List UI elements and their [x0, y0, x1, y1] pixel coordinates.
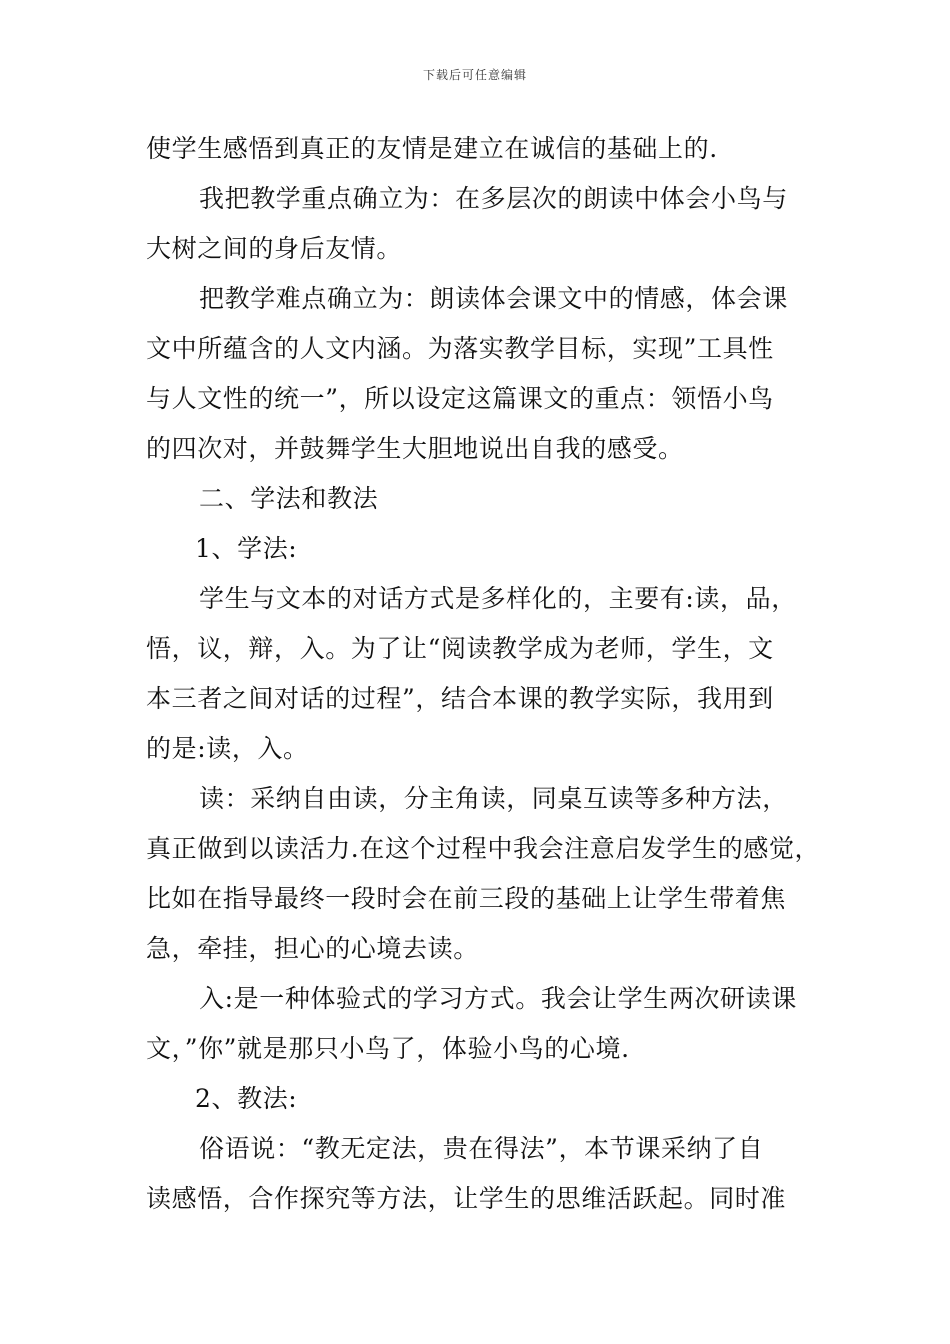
paragraph-line: 把教学难点确立为：朗读体会课文中的情感，体会课 — [199, 284, 788, 313]
paragraph-line: 的四次对，并鼓舞学生大胆地说出自我的感受。 — [146, 434, 684, 463]
paragraph-line: 俗语说：“教无定法，贵在得法”，本节课采纳了自 — [199, 1134, 764, 1163]
paragraph-line: 大树之间的身后友情。 — [146, 234, 403, 263]
page-header: 下载后可任意编辑 — [422, 68, 527, 82]
paragraph-line: 入:是一种体验式的学习方式。我会让学生两次研读课 — [199, 984, 797, 1013]
document-body — [146, 124, 821, 1224]
paragraph-line: 读感悟，合作探究等方法，让学生的思维活跃起。同时准 — [146, 1184, 787, 1213]
paragraph-line: 文中所蕴含的人文内涵。为落实教学目标，实现”工具性 — [146, 334, 774, 363]
paragraph-line: 文，”你”就是那只小鸟了，体验小鸟的心境. — [146, 1034, 630, 1063]
paragraph-line: 悟，议，辩，入。为了让“阅读教学成为老师，学生，文 — [146, 634, 774, 663]
paragraph-line: 使学生感悟到真正的友情是建立在诚信的基础上的. — [146, 134, 718, 163]
paragraph-line: 我把教学重点确立为：在多层次的朗读中体会小鸟与 — [199, 184, 788, 213]
paragraph-line: 急，牵挂，担心的心境去读。 — [146, 934, 479, 963]
paragraph-line: 学生与文本的对话方式是多样化的，主要有:读，品， — [199, 584, 797, 613]
paragraph-line: 读：采纳自由读，分主角读，同桌互读等多种方法， — [199, 784, 788, 813]
section-heading: 二、学法和教法 — [199, 484, 379, 513]
paragraph-line: 本三者之间对话的过程”，结合本课的教学实际，我用到 — [146, 684, 774, 713]
paragraph-line: 比如在指导最终一段时会在前三段的基础上让学生带着焦 — [146, 884, 787, 913]
paragraph-line: 与人文性的统一”，所以设定这篇课文的重点：领悟小鸟 — [146, 384, 774, 413]
subsection-heading: 2、教法: — [195, 1084, 298, 1113]
paragraph-line: 真正做到以读活力.在这个过程中我会注意启发学生的感觉， — [146, 834, 821, 863]
subsection-heading: 1、学法: — [195, 534, 298, 563]
paragraph-line: 的是:读，入。 — [146, 734, 309, 763]
